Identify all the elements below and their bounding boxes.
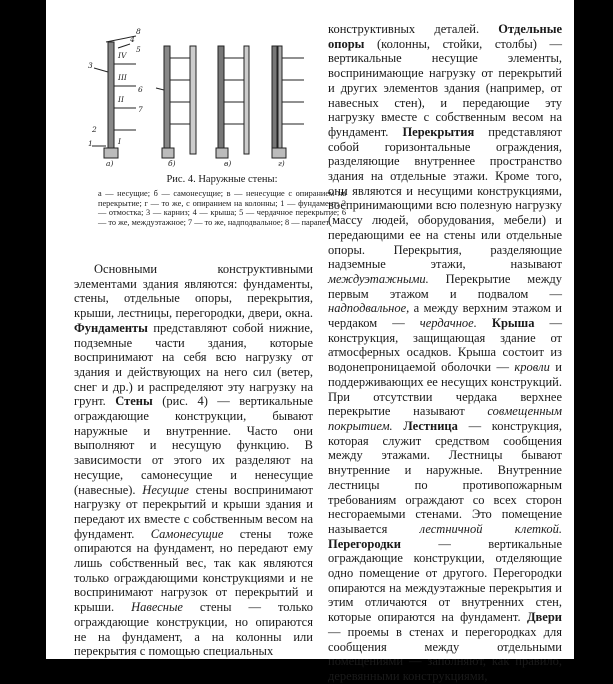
panel-label: г)	[278, 159, 285, 168]
right-column	[328, 22, 562, 684]
callout-number: 4	[130, 35, 135, 44]
floor-label: II	[118, 95, 124, 104]
panel-label: б)	[168, 159, 176, 168]
panel-label: а)	[106, 159, 114, 168]
book-page	[46, 0, 574, 683]
floor-label: I	[118, 137, 121, 146]
exterior-walls-figure	[86, 28, 316, 168]
floor-label: III	[118, 73, 127, 82]
paragraph: Основными конструктивными элементами здания являются: фундаменты, стены, отдельные опоры, перекрытия, крыши, лестницы, перегородки, двери, окна. Фундаменты представляют собой нижние, подземные части здания, которые воспринимают на себя всю нагрузку от здания и действующих на него сил (ветер, снег и др.) и распределяют эту нагрузку на грунт. Стены (рис. 4) — вертикальные ограждающие конструкции, бывают наружные и внутренние. Часто они выполняют и несущую функцию. В зависимости от этого их разделяют на несущие, самонесущие и ненесущие (навесные). Несущие стены воспринимают нагрузку от перекрытий и крыши здания и передают их вместе с собственным весом на фундамент. Самонесущие стены тоже опираются на фундамент, но передают ему лишь собственный вес, так как являются только ограждающими конструкциями и не воспринимают нагрузок от перекрытий и крыши. Навесные стены — только ограждающие конструкции, но опираются не на фундамент, а на колонны или перекрытия с помощью специальных	[74, 262, 314, 659]
figure-legend: а — несущие; б — самонесущие; в — ненесущие с опиранием на перекрытие; г — то же, с опиранием на колонны; 1 — фундамент; 2 — отмостка; 3 — карниз; 4 — крыша; 5 — чердачное перекрытие; 6 — то же, междуэтажное; 7 — то же, надподвальное; 8 — парапет	[98, 189, 346, 227]
callout-number: 7	[138, 105, 143, 114]
left-column	[74, 262, 313, 659]
figure-title: Рис. 4. Наружные стены:	[166, 174, 278, 185]
floor-label: IV	[118, 51, 127, 60]
paragraph: конструктивных деталей. Отдельные опоры (колонны, стойки, столбы) — вертикальные несущие элементы, воспринимающие нагрузку от перекрытий и других элементов здания (например, от навесных стен), и передающие эту нагрузку вместе с собственным весом на фундамент. Перекрытия представляют собой горизонтальные ограждения, разделяющие внутреннее пространство здания на отдельные этажи. Кроме того, они являются и несущими конструкциями, воспринимающими всю полезную нагрузку (массу людей, оборудования, мебели) и передающими ее на стены или отдельные опоры. Перекрытия, разделяющие надземные этажи, называют междуэтажными. Перекрытие между первым этажом и подвалом — надподвальное, а между верхним этажом и чердаком — чердачное. Крыша — конструкция, защищающая здание от атмосферных осадков. Крыша состоит из водонепроницаемой оболочки — кровли и поддерживающих ее несущих конструкций. При отсутствии чердака верхнее перекрытие называют совмещенным покрытием. Лестница — конструкция, которая служит средством сообщения между этажами. Лестницы бывают внутренние и наружные. Внутренние лестницы по противопожарным требованиям ограждают со всех сторон несгораемыми стенами. Это помещение называется лестничной клеткой. Перегородки — вертикальные ограждающие конструкции, отделяющие одно помещение от другого. Перегородки опираются на междуэтажные перекрытия и этим отличаются от внутренних стен, которые опираются на фундамент. Двери — проемы в стенах и перегородках для сообщения между отдельными помещениями — заполняют, как правило, деревянными конструкциями,	[328, 22, 563, 683]
figure-caption	[98, 174, 346, 227]
callout-number: 5	[136, 45, 141, 54]
callout-number: 6	[138, 85, 143, 94]
panel-label: в)	[224, 159, 232, 168]
callout-number: 1	[88, 139, 93, 148]
callout-number: 2	[92, 125, 97, 134]
callout-number: 3	[88, 61, 93, 70]
callout-number: 8	[136, 27, 141, 36]
